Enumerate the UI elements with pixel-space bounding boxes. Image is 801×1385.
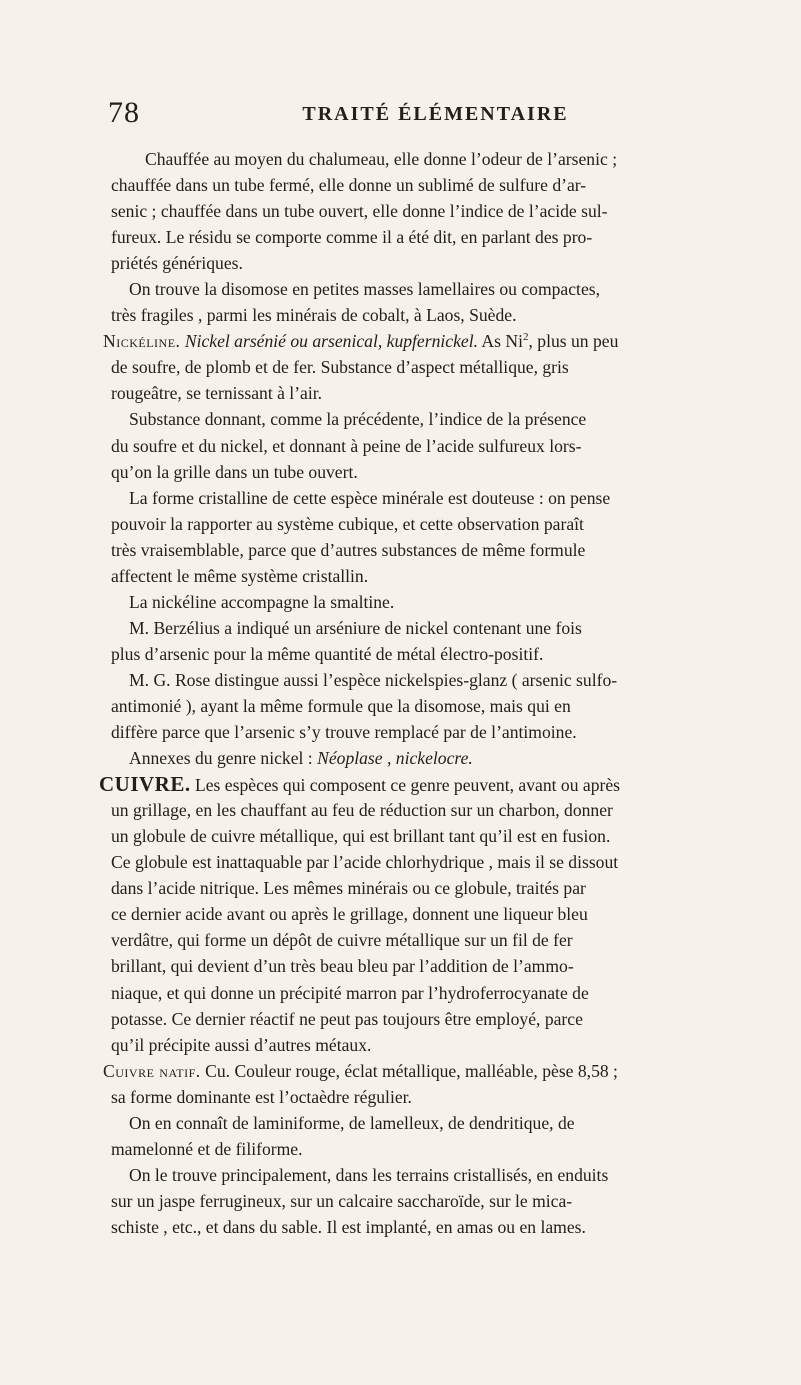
- species-synonyms: Nickel arsénié ou arsenical, kupfernickel.: [184, 331, 478, 352]
- text-line: qu’on la grille dans un tube ouvert.: [111, 461, 358, 482]
- text-line: priétés génériques.: [111, 253, 243, 274]
- text-line: brillant, qui devient d’un très beau bleu par l’addition de l’ammo-: [111, 956, 574, 977]
- text-fragment: Les espèces qui composent ce genre peuvent, avant ou après: [195, 775, 621, 796]
- text-line: On en connaît de laminiforme, de lamelleux, de dendritique, de: [129, 1112, 575, 1133]
- formula-subscript: 2: [522, 331, 529, 344]
- text-line: verdâtre, qui forme un dépôt de cuivre métallique sur un fil de fer: [111, 930, 573, 951]
- text-line: rougeâtre, se ternissant à l’air.: [111, 383, 323, 404]
- text-line: très fragiles , parmi les minérais de cobalt, à Laos, Suède.: [111, 305, 517, 326]
- species-formula: As Ni: [481, 331, 523, 352]
- species-name: Nickéline.: [103, 331, 181, 352]
- text-line: qu’il précipite aussi d’autres métaux.: [111, 1034, 372, 1055]
- text-line: chauffée dans un tube fermé, elle donne un sublimé de sulfure d’ar-: [111, 175, 587, 196]
- text-line: M. Berzélius a indiqué un arséniure de nickel contenant une fois: [129, 617, 582, 638]
- text-line: sur un jaspe ferrugineux, sur un calcaire saccharoïde, sur le mica-: [111, 1190, 573, 1211]
- body-text: [99, 146, 765, 1240]
- text-line: ce dernier acide avant ou après le grillage, donnent une liqueur bleu: [111, 904, 588, 925]
- text-line: plus d’arsenic pour la même quantité de métal électro-positif.: [111, 643, 544, 664]
- text-line: La nickéline accompagne la smaltine.: [129, 591, 395, 612]
- species-name: Cuivre natif.: [103, 1060, 201, 1081]
- text-line: On trouve la disomose en petites masses lamellaires ou compactes,: [129, 279, 600, 300]
- text-line: du soufre et du nickel, et donnant à peine de l’acide sulfureux lors-: [111, 435, 582, 456]
- species-entry-nickeline: [103, 328, 765, 354]
- text-line: fureux. Le résidu se comporte comme il a été dit, en parlant des pro-: [111, 227, 593, 248]
- text-line: potasse. Ce dernier réactif ne peut pas toujours être employé, parce: [111, 1008, 583, 1029]
- genus-name: CUIVRE.: [99, 772, 191, 797]
- running-title: TRAITÉ ÉLÉMENTAIRE: [302, 103, 569, 125]
- text-line: très vraisemblable, parce que d’autres substances de même formule: [111, 539, 586, 560]
- text-line: pouvoir la rapporter au système cubique, et cette observation paraît: [111, 513, 584, 534]
- text-line: affectent le même système cristallin.: [111, 565, 369, 586]
- text-line: Ce globule est inattaquable par l’acide chlorhydrique , mais il se dissout: [111, 852, 619, 873]
- text-line: Chauffée au moyen du chalumeau, elle donne l’odeur de l’arsenic ;: [145, 149, 618, 169]
- text-line: de soufre, de plomb et de fer. Substance d’aspect métallique, gris: [111, 357, 569, 378]
- text-fragment: Annexes du genre nickel :: [129, 748, 313, 769]
- text-line: antimonié ), ayant la même formule que la disomose, mais qui en: [111, 695, 571, 716]
- text-line: Substance donnant, comme la précédente, l’indice de la présence: [129, 409, 587, 430]
- page-number: 78: [108, 96, 140, 129]
- annexes-list: Néoplase , nickelocre.: [317, 748, 473, 769]
- text-line: dans l’acide nitrique. Les mêmes minérais ou ce globule, traités par: [111, 878, 586, 899]
- species-entry-cuivre-natif: [103, 1058, 765, 1084]
- text-line: senic ; chauffée dans un tube ouvert, elle donne l’indice de l’acide sul-: [111, 201, 608, 222]
- text-fragment: , plus un peu: [528, 331, 619, 352]
- text-line: M. G. Rose distingue aussi l’espèce nickelspies-glanz ( arsenic sulfo-: [129, 669, 618, 690]
- text-line: sa forme dominante est l’octaèdre régulier.: [111, 1086, 412, 1107]
- text-fragment: Cu. Couleur rouge, éclat métallique, malléable, pèse 8,58 ;: [205, 1060, 618, 1081]
- text-line: un grillage, en les chauffant au feu de réduction sur un charbon, donner: [111, 800, 613, 821]
- text-line: schiste , etc., et dans du sable. Il est implanté, en amas ou en lames.: [111, 1216, 586, 1237]
- page-header: [108, 95, 763, 131]
- text-line: La forme cristalline de cette espèce minérale est douteuse : on pense: [129, 487, 611, 508]
- genus-heading-cuivre: [99, 771, 765, 797]
- text-line: diffère parce que l’arsenic s’y trouve remplacé par de l’antimoine.: [111, 722, 577, 743]
- text-line: On le trouve principalement, dans les terrains cristallisés, en enduits: [129, 1164, 609, 1185]
- text-line: un globule de cuivre métallique, qui est brillant tant qu’il est en fusion.: [111, 826, 611, 847]
- annexes-line: [111, 745, 765, 771]
- text-line: mamelonné et de filiforme.: [111, 1138, 303, 1159]
- text-line: niaque, et qui donne un précipité marron par l’hydroferrocyanate de: [111, 982, 589, 1003]
